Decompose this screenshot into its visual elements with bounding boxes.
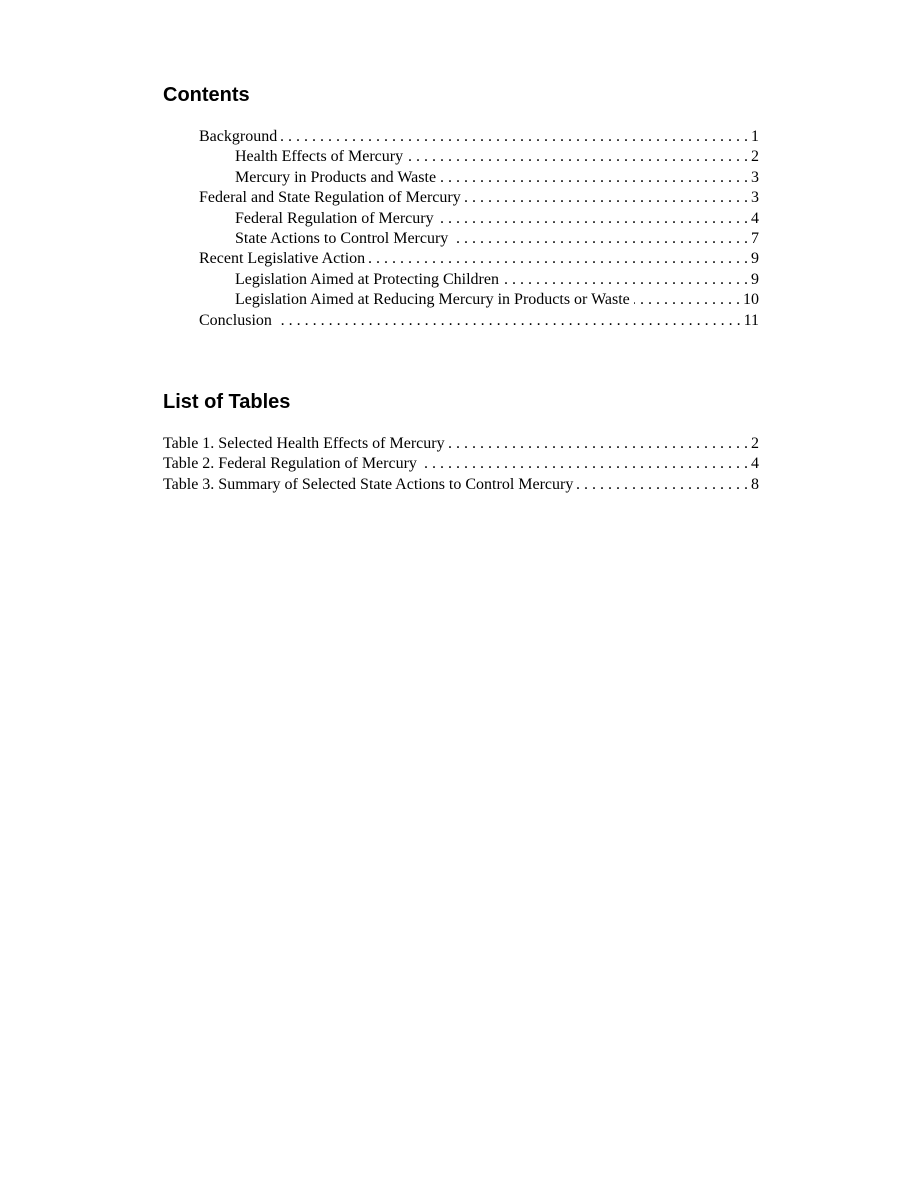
table-entry-label: Table 2. Federal Regulation of Mercury <box>163 455 417 473</box>
dot-leader <box>276 311 741 331</box>
table-page-number: 2 <box>751 435 759 452</box>
table-page-number: 8 <box>751 475 759 493</box>
dot-leader <box>407 147 748 167</box>
toc-page-number: 10 <box>743 291 759 309</box>
toc-page-number: 7 <box>751 229 759 247</box>
toc-page-number: 9 <box>751 270 759 288</box>
toc-entry-label: Legislation Aimed at Protecting Children <box>235 270 499 288</box>
toc-entry-state-actions[interactable] <box>163 229 759 249</box>
toc-entry-label: Health Effects of Mercury <box>235 148 404 166</box>
toc-page-number: 1 <box>751 128 759 145</box>
dot-leader <box>438 209 748 229</box>
toc-entry-conclusion[interactable] <box>163 311 759 331</box>
toc-entry-health-effects[interactable] <box>163 147 759 167</box>
toc-entry-protecting-children[interactable] <box>163 270 759 290</box>
dot-leader <box>577 475 748 495</box>
dot-leader <box>449 434 748 454</box>
toc-entry-recent-legislative-action[interactable] <box>163 249 759 269</box>
table-entry-label: Table 3. Summary of Selected State Actions to Control Mercury <box>163 475 574 493</box>
toc-entry-label: Conclusion <box>199 311 272 329</box>
toc-page-number: 3 <box>751 168 759 186</box>
dot-leader <box>421 454 748 474</box>
contents-list <box>163 127 759 331</box>
contents-heading: Contents <box>163 84 250 106</box>
toc-page-number: 4 <box>751 209 759 227</box>
toc-entry-background[interactable] <box>163 127 759 147</box>
toc-page-number: 9 <box>751 250 759 268</box>
toc-entry-label: Background <box>199 128 278 145</box>
dot-leader <box>369 249 748 269</box>
toc-entry-label: State Actions to Control Mercury <box>235 229 449 247</box>
list-of-tables-heading: List of Tables <box>163 391 291 413</box>
dot-leader <box>452 229 748 249</box>
table-entry-3[interactable] <box>163 475 759 495</box>
table-entry-label: Table 1. Selected Health Effects of Mercury <box>163 435 445 452</box>
tables-list <box>163 434 759 495</box>
dot-leader <box>634 290 740 310</box>
dot-leader <box>281 127 748 147</box>
toc-page-number: 2 <box>751 148 759 166</box>
table-page-number: 4 <box>751 455 759 473</box>
toc-page-number: 11 <box>743 311 759 329</box>
table-entry-2[interactable] <box>163 454 759 474</box>
toc-entry-federal-regulation[interactable] <box>163 209 759 229</box>
toc-entry-label: Recent Legislative Action <box>199 250 366 268</box>
toc-entry-federal-state-regulation[interactable] <box>163 188 759 208</box>
toc-entry-label: Legislation Aimed at Reducing Mercury in Products or Waste <box>235 291 630 309</box>
toc-entry-label: Federal and State Regulation of Mercury <box>199 189 461 207</box>
toc-entry-label: Mercury in Products and Waste <box>235 168 437 186</box>
toc-entry-reducing-mercury[interactable] <box>163 290 759 310</box>
dot-leader <box>440 168 748 188</box>
toc-entry-products-waste[interactable] <box>163 168 759 188</box>
table-entry-1[interactable] <box>163 434 759 454</box>
dot-leader <box>465 188 748 208</box>
toc-page-number: 3 <box>751 189 759 207</box>
dot-leader <box>503 270 748 290</box>
toc-entry-label: Federal Regulation of Mercury <box>235 209 434 227</box>
